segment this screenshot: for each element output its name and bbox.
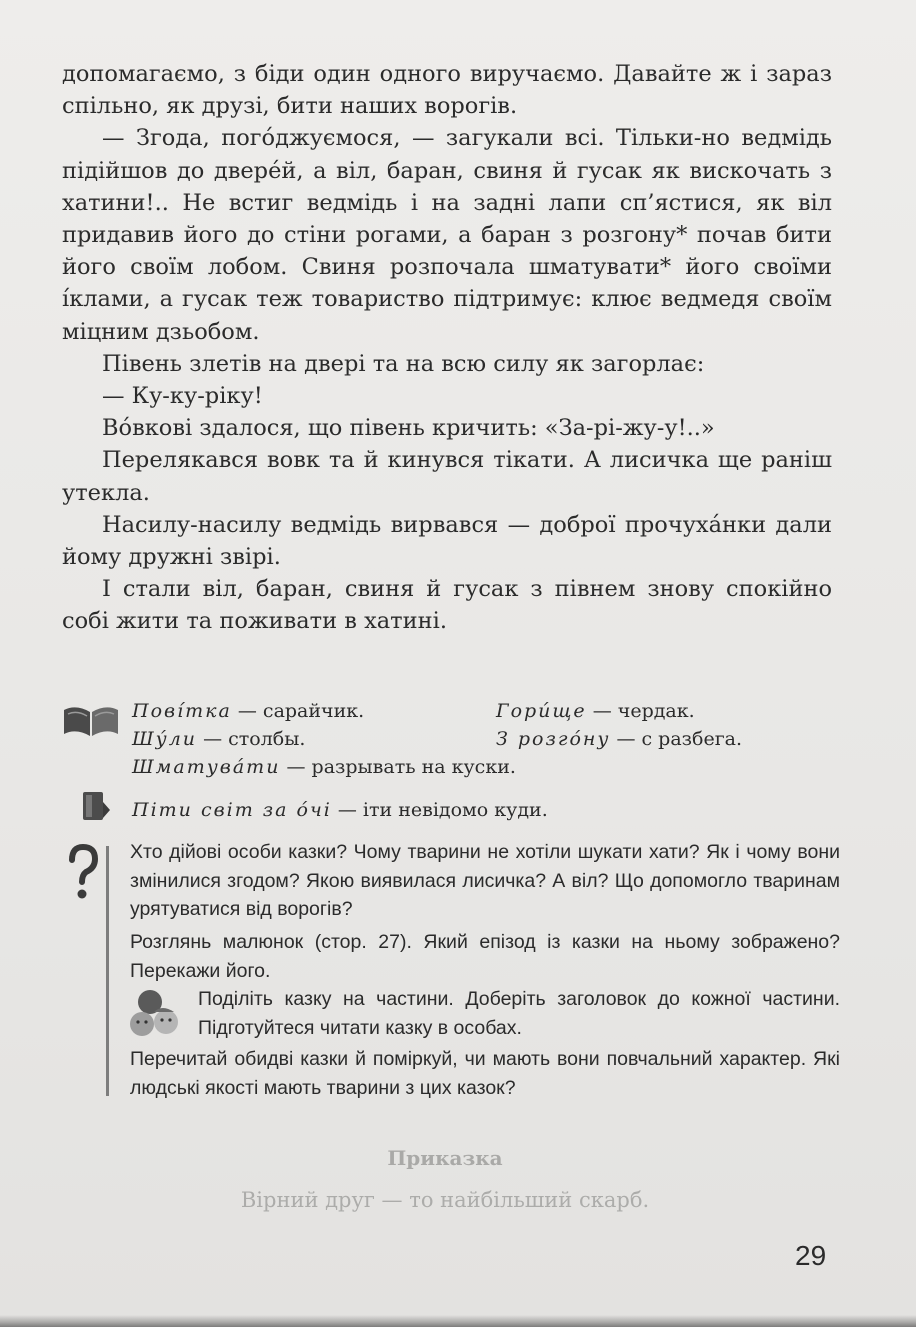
- glossary-entry: [132, 698, 364, 725]
- glossary-entry: [132, 726, 305, 753]
- question-block: Поділіть казку на частини. Доберіть заголовок до кожної частини. Підготуйтеся читати казку в особах.: [198, 988, 840, 1039]
- question-block: Хто дійові особи казки? Чому тварини не хотіли шукати хати? Як і чому вони змінилися згодом? Якою виявилася лисичка? А віл? Що допомогло тваринам урятуватися від ворогів?: [130, 841, 840, 920]
- questions-divider: [106, 846, 109, 1096]
- story-text: [62, 58, 832, 638]
- glossary-definition: — с разбега.: [610, 728, 743, 750]
- questions-section: [62, 838, 842, 1108]
- story-paragraph: допомагаємо, з біди один одного виручаємо. Давайте ж і зараз спільно, як друзі, бити наших ворогів.: [62, 61, 832, 120]
- glossary-term: Пові́тка: [132, 700, 232, 722]
- closed-book-icon: [80, 790, 112, 824]
- glossary-term: Шматува́ти: [132, 756, 281, 778]
- glossary-entry: [496, 698, 695, 725]
- glossary-term: Гори́ще: [496, 700, 587, 722]
- story-paragraph: — Ку-ку-ріку!: [102, 383, 263, 410]
- page-edge-shadow: [0, 1315, 916, 1327]
- open-book-icon: [62, 704, 120, 738]
- glossary-entry: [132, 754, 516, 781]
- story-paragraph: — Згода, пого́джуємося, — загукали всі. Тільки-но ведмідь підійшов до двере́й, а віл, баран, свиня й гусак як вискочать з хатини!.. Не встиг ведмідь і на задні лапи сп’ястися, як віл придавив його до стіни рогами, а баран з розгону* почав бити його своїм лобом. Свиня розпочала шматувати* його своїми і́клами, а гусак теж товариство підтримує: клює ведмедя своїм міцним дзьобом.: [62, 125, 832, 345]
- question-block: Розглянь малюнок (стор. 27). Який епізод із казки на ньому зображено? Перекажи його.: [130, 931, 840, 982]
- glossary-definition: — столбы.: [197, 728, 306, 750]
- glossary-definition: — чердак.: [586, 700, 695, 722]
- idiom-definition: — іти невідомо куди.: [331, 799, 548, 821]
- story-paragraph: І стали віл, баран, свиня й гусак з півнем знову спокійно собі жити та поживати в хатині.: [62, 576, 832, 635]
- idiom-entry: [132, 797, 548, 824]
- idiom-term: Піти світ за о́чі: [132, 799, 332, 821]
- story-paragraph: Во́вкові здалося, що півень кричить: «За-рі-жу-у!..»: [102, 415, 715, 442]
- question-mark-icon: [66, 844, 100, 902]
- children-icon: [128, 986, 188, 1042]
- question-block: Перечитай обидві казки й поміркуй, чи мають вони повчальний характер. Які людські якості мають тварини з цих казок?: [130, 1048, 840, 1099]
- proverb-text: Вірний друг — то найбільший скарб.: [240, 1188, 650, 1212]
- story-paragraph: Півень злетів на двері та на всю силу як загорлає:: [102, 350, 705, 377]
- story-paragraph: Перелякався вовк та й кинувся тікати. А лисичка ще раніш утекла.: [62, 447, 832, 506]
- glossary-definition: — сарайчик.: [231, 700, 365, 722]
- proverb-title: Приказка: [387, 1146, 503, 1170]
- glossary-entry: [496, 726, 742, 753]
- glossary-term: З розго́ну: [496, 728, 611, 750]
- glossary-term: Шу́ли: [132, 728, 198, 750]
- page-number: 29: [795, 1240, 827, 1271]
- glossary-definition: — разрывать на куски.: [280, 756, 516, 778]
- story-paragraph: Насилу-насилу ведмідь вирвався — доброї прочуха́нки дали йому дружні звірі.: [62, 511, 832, 571]
